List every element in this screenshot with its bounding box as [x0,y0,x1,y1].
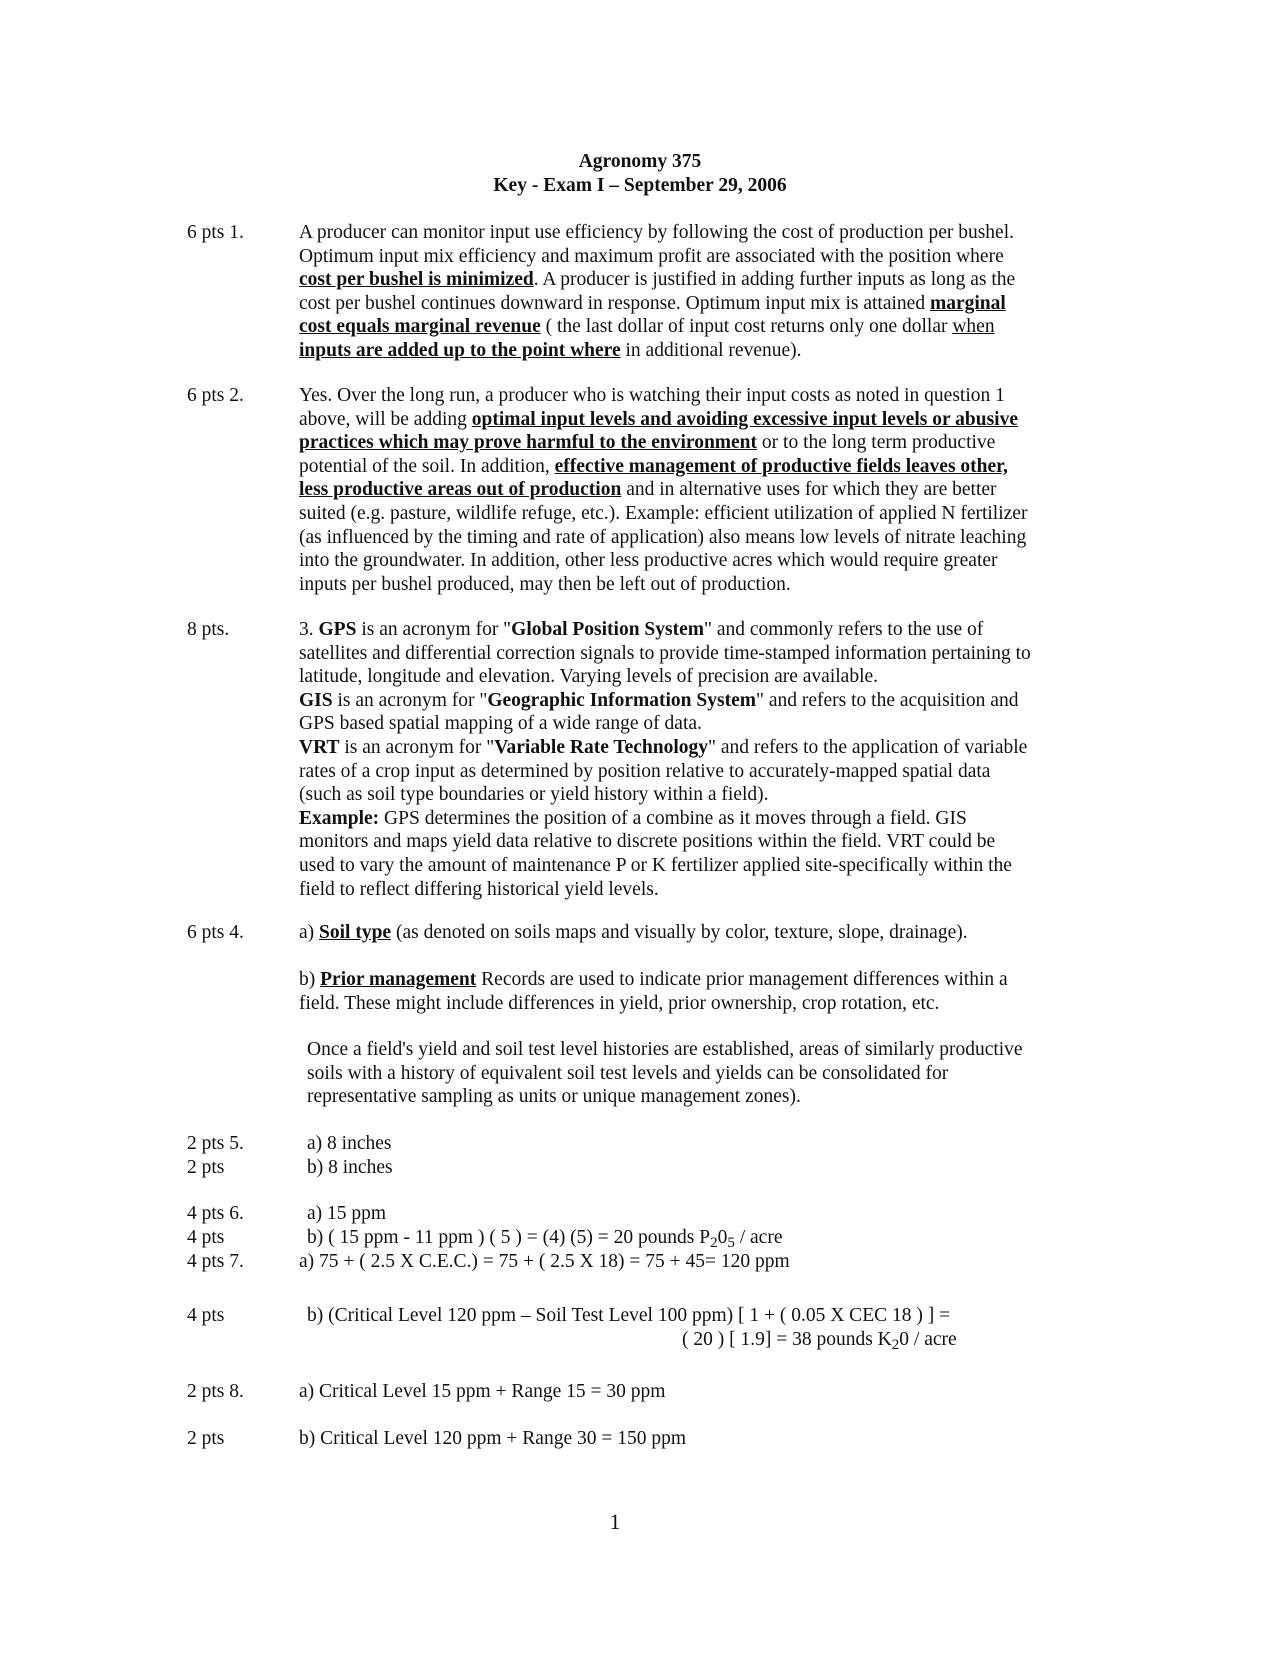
q4b-key-term: Prior management [320,969,477,990]
q5b-points: 2 pts [187,1157,225,1178]
q3-line: (such as soil type boundaries or yield history within a field). [299,784,769,806]
exam-title: Key - Exam I – September 29, 2006 [493,175,787,196]
q1-line: inputs are added up to the point where in additional revenue). [299,339,802,361]
q4-note-line: representative sampling as units or unique management zones). [307,1086,801,1108]
q1-answer [299,221,1099,363]
q5-answer-a: a) 8 inches [307,1133,392,1154]
q8-answer-a: a) Critical Level 15 ppm + Range 15 = 30 ppm [299,1381,666,1402]
q3-line: monitors and maps yield data relative to discrete positions within the field. VRT could be [299,831,996,853]
gps-expansion: Global Position System [511,619,705,640]
q7-answer-a: a) 75 + ( 2.5 X C.E.C.) = 75 + ( 2.5 X 18) = 75 + 45= 120 ppm [299,1251,790,1272]
q7-answer-b-result: ( 20 ) [ 1.9] = 38 pounds $K_20$ / acre [682,1329,957,1353]
q4a-line: a) Soil type (as denoted on soils maps and visually by color, texture, slope, drainage). [299,922,968,943]
q3-line: GPS based spatial mapping of a wide range of data. [299,713,702,735]
page-number: 1 [609,1509,621,1534]
q3-answer [299,618,1099,901]
gis-expansion: Geographic Information System [487,689,756,711]
q6-answer-a: a) 15 ppm [307,1203,387,1224]
q3-line: latitude, longitude and elevation. Varying levels of precision are available. [299,666,879,688]
q1-line: Optimum input mix efficiency and maximum profit are associated with the position where [299,245,1004,267]
q3-line: 3. GPS is an acronym for "Global Position System" and commonly refers to the use of [299,619,984,640]
q1-key-term: marginal [929,292,1006,314]
q2-line: practices which may prove harmful to the environment or to the long term productive [299,432,996,454]
q8b-points: 2 pts [187,1428,225,1449]
vrt-term: VRT [299,736,340,758]
q1-underlined-word: when [952,316,995,338]
q7-answer-b: b) (Critical Level 120 ppm – Soil Test Level 100 ppm) [ 1 + ( 0.05 X CEC 18 ) ] = [307,1305,951,1326]
q1-line: A producer can monitor input use efficiency by following the cost of production per bushel. [299,222,1015,243]
q2-key-term: optimal input levels and avoiding excessive input levels or abusive [471,408,1018,430]
q1-line: cost equals marginal revenue ( the last dollar of input cost returns only one dollar when [299,316,995,338]
q8a-points: 2 pts 8. [187,1381,244,1402]
q2-line: potential of the soil. In addition, effective management of productive fields leaves other, [299,455,1008,477]
q2-key-term: effective management of productive fields leaves other, [554,455,1008,477]
q1-key-term: cost equals marginal revenue [299,316,541,338]
q7b-points: 4 pts [187,1305,225,1326]
q3-line: GIS is an acronym for "Geographic Information System" and refers to the acquisition and [299,689,1019,711]
q3-line: rates of a crop input as determined by position relative to accurately-mapped spatial data [299,760,991,782]
q3-line: field to reflect differing historical yield levels. [299,878,659,900]
q3-line: satellites and differential correction signals to provide time-stamped information pertaining to [299,642,1031,664]
q4-note [307,1038,1107,1109]
q3-line: Example: GPS determines the position of a combine as it moves through a field. GIS [299,807,967,829]
q4-note-line: soils with a history of equivalent soil test levels and yields can be consolidated for [307,1062,949,1084]
q1-points: 6 pts 1. [187,222,244,243]
q3-line: VRT is an acronym for "Variable Rate Technology" and refers to the application of variable [299,736,1028,758]
q7a-points: 4 pts 7. [187,1251,244,1272]
q4-points: 6 pts 4. [187,922,244,943]
q1-key-term: cost per bushel is minimized [299,269,534,291]
q2-line: (as influenced by the timing and rate of application) also means low levels of nitrate leaching [299,526,1027,548]
q2-line: Yes. Over the long run, a producer who is watching their input costs as noted in question 1 [299,385,1005,406]
q2-points: 6 pts 2. [187,385,244,406]
q4b-line: field. These might include differences in yield, prior ownership, crop rotation, etc. [299,992,940,1014]
q8-answer-b: b) Critical Level 120 ppm + Range 30 = 150 ppm [299,1428,687,1449]
q3-points: 8 pts. [187,619,230,640]
q6b-points: 4 pts [187,1227,225,1248]
q2-key-term: practices which may prove harmful to the environment [299,432,758,454]
q2-answer [299,384,1099,596]
example-label: Example: [299,807,380,829]
q1-line: cost per bushel continues downward in response. Optimum input mix is attained marginal [299,292,1006,314]
q2-line: inputs per bushel produced, may then be left out of production. [299,573,791,595]
q4a-key-term: Soil type [319,922,392,943]
gis-term: GIS [299,689,333,711]
q2-line: above, will be adding optimal input levels and avoiding excessive input levels or abusive [299,408,1018,430]
q2-line: less productive areas out of production and in alternative uses for which they are better [299,479,997,501]
q1-key-term: inputs are added up to the point where [299,339,621,361]
vrt-expansion: Variable Rate Technology [494,736,709,758]
q6-answer-b: b) ( 15 ppm - 11 ppm ) ( 5 ) = (4) (5) = 20 pounds $P_20_5$ / acre [307,1227,783,1251]
q4b-line: b) Prior management Records are used to indicate prior management differences within a [299,969,1008,990]
q6a-points: 4 pts 6. [187,1203,244,1224]
course-title: Agronomy 375 [578,151,702,172]
q2-line: into the groundwater. In addition, other less productive acres which would require greater [299,550,998,572]
q1-line: cost per bushel is minimized. A producer is justified in adding further inputs as long as the [299,269,1016,291]
q2-line: suited (e.g. pasture, wildlife refuge, etc.). Example: efficient utilization of applied N fertilizer [299,502,1028,524]
q2-key-term: less productive areas out of production [299,479,622,501]
q4-note-line: Once a field's yield and soil test level histories are established, areas of similarly productive [307,1039,1023,1060]
gps-term: GPS [318,619,357,640]
q5a-points: 2 pts 5. [187,1133,244,1154]
q3-line: used to vary the amount of maintenance P or K fertilizer applied site-specifically within the [299,854,1012,876]
q4-part-b [299,968,1099,1015]
q4-part-a [299,921,1099,945]
q5-answer-b: b) 8 inches [307,1157,393,1178]
